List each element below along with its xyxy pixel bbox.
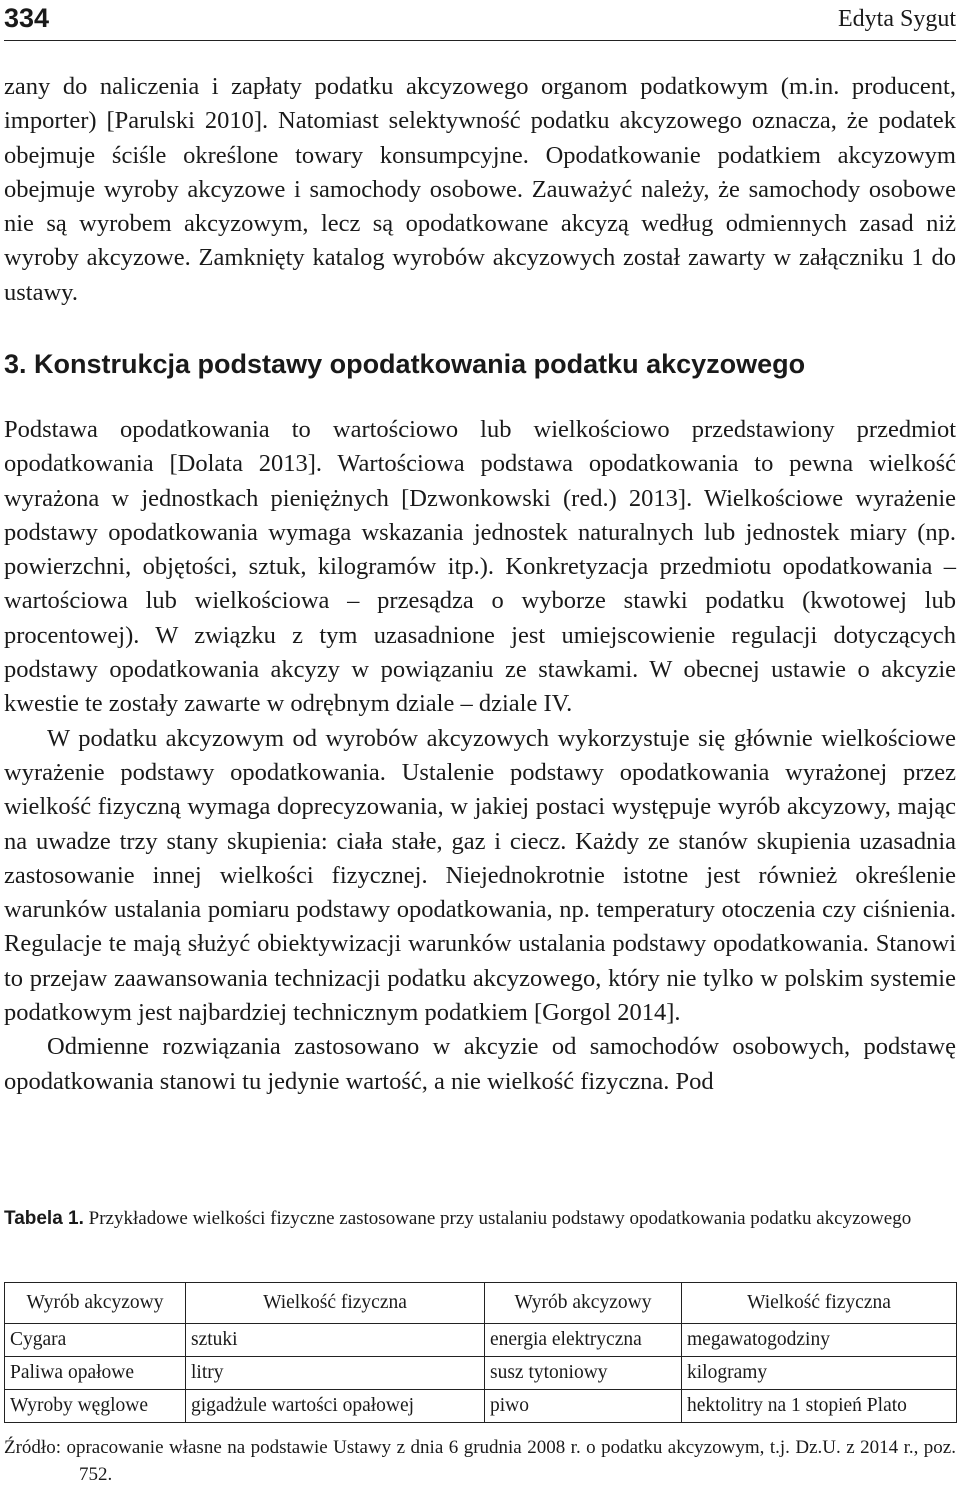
table-cell: Wyroby węglowe <box>5 1390 186 1423</box>
table-cell: hektolitry na 1 stopień Plato <box>682 1390 957 1423</box>
table-caption-label: Tabela 1. <box>4 1208 84 1229</box>
table-source-note: Źródło: opracowanie własne na podstawie Ustawy z dnia 6 grudnia 2008 r. o podatku akcyzowym, t.j. Dz.U. z 2014 r., poz. 752. <box>4 1437 956 1485</box>
table-caption-text: Przykładowe wielkości fizyczne zastosowane przy ustalaniu podstawy opodatkowania podatku akcyzowego <box>88 1208 912 1229</box>
body-paragraph: Podstawa opodatkowania to wartościowo lub wielkościowo przedstawiony przedmiot opodatkowania [Dolata 2013]. Wartościowa podstawa opodatkowania to pewna wielkość wyrażona w jednostkach pieniężnych [Dzwonkowski (red.) 2013]. Wielkościowe wyrażenie podstawy opodatkowania wymaga wskazania jednostek naturalnych lub jednostek miary (np. powierzchni, objętości, sztuk, kilogramów itp.). Konkretyzacja przedmiotu opodatkowania – wartościowa lub wielkościowa – przesądza o wyborze stawki podatku (kwotowej lub procentowej). W związku z tym uzasadnione jest umiejscowienie regulacji dotyczących podstawy opodatkowania akcyzy w powiązaniu ze stawkami. W obecnej ustawie o akcyzie kwestie te zostały zawarte w odrębnym dziale – dziale IV. <box>4 416 956 718</box>
page-number: 334 <box>4 3 50 33</box>
table-cell: piwo <box>485 1390 682 1423</box>
section-body <box>4 413 956 1099</box>
table-cell: megawatogodziny <box>682 1324 957 1357</box>
table-header-row <box>5 1283 957 1324</box>
table-row <box>5 1390 957 1423</box>
body-paragraph: Odmienne rozwiązania zastosowano w akcyzie od samochodów osobowych, podstawę opodatkowania stanowi tu jedynie wartość, a nie wielkość fizyczna. Pod <box>4 1033 956 1095</box>
table-caption <box>4 1205 956 1232</box>
section-heading: 3. Konstrukcja podstawy opodatkowania podatku akcyzowego <box>4 349 806 379</box>
table-cell: kilogramy <box>682 1357 957 1390</box>
column-header: Wielkość fizyczna <box>186 1283 485 1324</box>
table-cell: Paliwa opałowe <box>5 1357 186 1390</box>
running-header-author: Edyta Sygut <box>838 6 956 32</box>
table-row <box>5 1324 957 1357</box>
intro-text-block <box>4 70 956 310</box>
table-cell: susz tytoniowy <box>485 1357 682 1390</box>
intro-paragraph: zany do naliczenia i zapłaty podatku akcyzowego organom podatkowym (m.in. producent, importer) [Parulski 2010]. Natomiast selektywność podatku akcyzowego oznacza, że podatek obejmuje ściśle określone towary konsumpcyjne. Opodatkowanie podatkiem akcyzowym obejmuje wyroby akcyzowe i samochody osobowe. Zauważyć należy, że samochody osobowe nie są wyrobem akcyzowym, lecz są opodatkowane akcyzą według odmiennych zasad niż wyroby akcyzowe. Zamknięty katalog wyrobów akcyzowych został zawarty w załączniku 1 do ustawy. <box>4 73 956 306</box>
table-cell: gigadżule wartości opałowej <box>186 1390 485 1423</box>
table-cell: litry <box>186 1357 485 1390</box>
body-paragraph: W podatku akcyzowym od wyrobów akcyzowych wykorzystuje się głównie wielkościowe wyrażenie podstawy opodatkowania. Ustalenie podstawy opodatkowania wyrażonej przez wielkość fizyczną wymaga doprecyzowania, w jakiej postaci występuje wyrób akcyzowy, mając na uwadze trzy stany skupienia: ciała stałe, gaz i ciecz. Każdy ze stanów skupienia uzasadnia zastosowanie innej wielkości fizycznej. Niejednokrotnie istotne jest również określenie warunków ustalania pomiaru podstawy opodatkowania, np. temperatury otoczenia czy ciśnienia. Regulacje te mają służyć obiektywizacji warunków ustalania podstawy opodatkowania. Stanowi to przejaw zaawansowania technizacji podatku akcyzowego, który nie tylko w polskim systemie podatkowym jest najbardziej technicznym podatkiem [Gorgol 2014]. <box>4 724 956 1027</box>
data-table <box>4 1282 957 1423</box>
running-header <box>4 0 956 41</box>
column-header: Wielkość fizyczna <box>682 1283 957 1324</box>
table-cell: Cygara <box>5 1324 186 1357</box>
column-header: Wyrób akcyzowy <box>5 1283 186 1324</box>
table-row <box>5 1357 957 1390</box>
table-cell: sztuki <box>186 1324 485 1357</box>
table-cell: energia elektryczna <box>485 1324 682 1357</box>
column-header: Wyrób akcyzowy <box>485 1283 682 1324</box>
